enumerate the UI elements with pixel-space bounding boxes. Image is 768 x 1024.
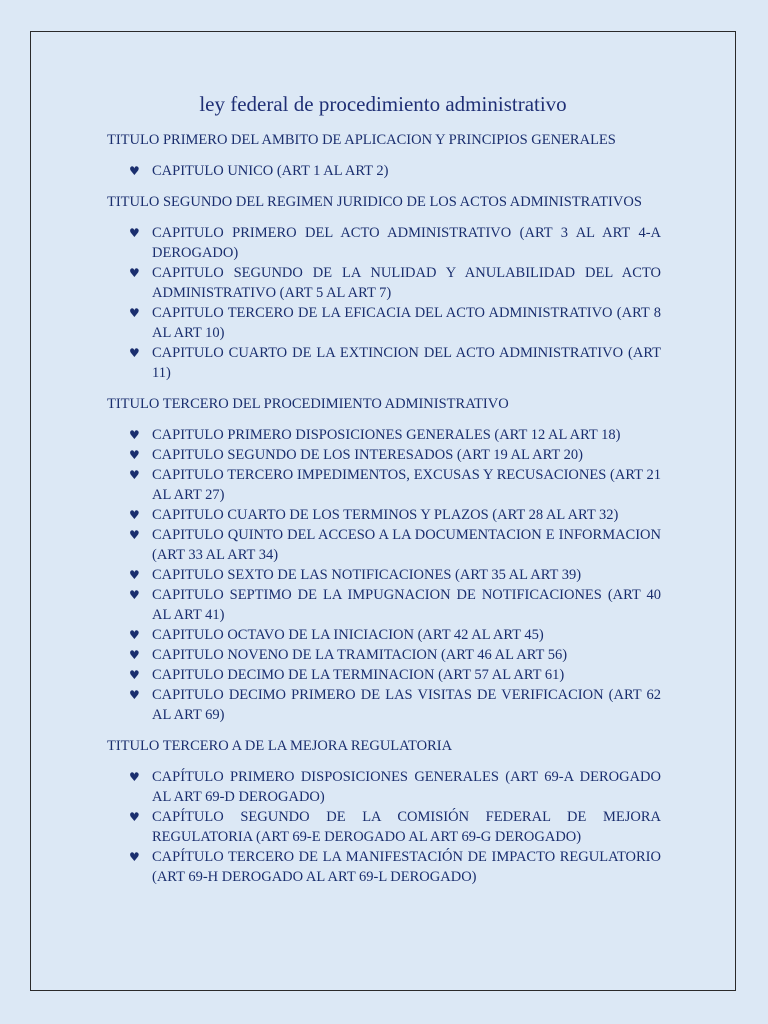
heart-icon: ♥	[129, 850, 140, 864]
chapter-item	[107, 465, 661, 505]
chapter-item-text: CAPÍTULO SEGUNDO DE LA COMISIÓN FEDERAL DE MEJORA REGULATORIA (ART 69-E DEROGADO AL ART 69-G DEROGADO)	[152, 809, 661, 845]
chapter-item-text: CAPÍTULO TERCERO DE LA MANIFESTACIÓN DE IMPACTO REGULATORIO (ART 69-H DEROGADO AL ART 69-L DEROGADO)	[152, 849, 661, 885]
chapter-list	[107, 223, 661, 383]
chapter-item-text: CAPITULO DECIMO DE LA TERMINACION (ART 57 AL ART 61)	[152, 667, 565, 683]
heart-icon: ♥	[129, 810, 140, 824]
chapter-item	[107, 807, 661, 847]
chapter-item-text: CAPÍTULO PRIMERO DISPOSICIONES GENERALES (ART 69-A DEROGADO AL ART 69-D DEROGADO)	[152, 769, 661, 805]
document-title: ley federal de procedimiento administrativo	[199, 92, 567, 116]
heart-icon: ♥	[129, 648, 140, 662]
section-heading: TITULO SEGUNDO DEL REGIMEN JURIDICO DE LOS ACTOS ADMINISTRATIVOS	[107, 194, 642, 210]
chapter-item	[107, 223, 661, 263]
chapter-item	[107, 565, 661, 585]
chapter-item-text: CAPITULO UNICO (ART 1 AL ART 2)	[152, 163, 389, 179]
chapter-item	[107, 645, 661, 665]
chapter-item	[107, 525, 661, 565]
chapter-item	[107, 161, 661, 181]
chapter-list	[107, 425, 661, 725]
heart-icon: ♥	[129, 164, 140, 178]
heart-icon: ♥	[129, 468, 140, 482]
section-heading: TITULO TERCERO A DE LA MEJORA REGULATORIA	[107, 738, 453, 754]
chapter-item-text: CAPITULO QUINTO DEL ACCESO A LA DOCUMENTACION E INFORMACION (ART 33 AL ART 34)	[152, 527, 661, 563]
heart-icon: ♥	[129, 266, 140, 280]
chapter-item	[107, 263, 661, 303]
heart-icon: ♥	[129, 448, 140, 462]
chapter-item-text: CAPITULO NOVENO DE LA TRAMITACION (ART 46 AL ART 56)	[152, 647, 568, 663]
chapter-item-text: CAPITULO PRIMERO DISPOSICIONES GENERALES (ART 12 AL ART 18)	[152, 427, 621, 443]
heart-icon: ♥	[129, 508, 140, 522]
chapter-item-text: CAPITULO CUARTO DE LA EXTINCION DEL ACTO ADMINISTRATIVO (ART 11)	[152, 345, 661, 381]
heart-icon: ♥	[129, 668, 140, 682]
document-content	[107, 130, 661, 898]
chapter-item-text: CAPITULO SEXTO DE LAS NOTIFICACIONES (ART 35 AL ART 39)	[152, 567, 582, 583]
chapter-item	[107, 665, 661, 685]
chapter-item	[107, 767, 661, 807]
chapter-item	[107, 505, 661, 525]
chapter-item-text: CAPITULO SEGUNDO DE LOS INTERESADOS (ART 19 AL ART 20)	[152, 447, 583, 463]
chapter-item-text: CAPITULO CUARTO DE LOS TERMINOS Y PLAZOS (ART 28 AL ART 32)	[152, 507, 619, 523]
section-heading: TITULO TERCERO DEL PROCEDIMIENTO ADMINISTRATIVO	[107, 396, 509, 412]
chapter-item-text: CAPITULO DECIMO PRIMERO DE LAS VISITAS DE VERIFICACION (ART 62 AL ART 69)	[152, 687, 661, 723]
heart-icon: ♥	[129, 226, 140, 240]
chapter-item	[107, 585, 661, 625]
chapter-item	[107, 625, 661, 645]
heart-icon: ♥	[129, 628, 140, 642]
chapter-item-text: CAPITULO OCTAVO DE LA INICIACION (ART 42 AL ART 45)	[152, 627, 544, 643]
chapter-item-text: CAPITULO PRIMERO DEL ACTO ADMINISTRATIVO (ART 3 AL ART 4-A DEROGADO)	[152, 225, 661, 261]
chapter-list	[107, 161, 661, 181]
chapter-item-text: CAPITULO TERCERO DE LA EFICACIA DEL ACTO ADMINISTRATIVO (ART 8 AL ART 10)	[152, 305, 661, 341]
heart-icon: ♥	[129, 528, 140, 542]
chapter-item	[107, 445, 661, 465]
heart-icon: ♥	[129, 770, 140, 784]
chapter-item	[107, 425, 661, 445]
chapter-list	[107, 767, 661, 887]
chapter-item	[107, 847, 661, 887]
heart-icon: ♥	[129, 688, 140, 702]
chapter-item	[107, 303, 661, 343]
chapter-item	[107, 343, 661, 383]
chapter-item	[107, 685, 661, 725]
heart-icon: ♥	[129, 346, 140, 360]
document-page	[30, 31, 736, 991]
heart-icon: ♥	[129, 428, 140, 442]
chapter-item-text: CAPITULO SEGUNDO DE LA NULIDAD Y ANULABILIDAD DEL ACTO ADMINISTRATIVO (ART 5 AL ART 7)	[152, 265, 661, 301]
section-heading: TITULO PRIMERO DEL AMBITO DE APLICACION Y PRINCIPIOS GENERALES	[107, 132, 616, 148]
heart-icon: ♥	[129, 306, 140, 320]
heart-icon: ♥	[129, 568, 140, 582]
chapter-item-text: CAPITULO SEPTIMO DE LA IMPUGNACION DE NOTIFICACIONES (ART 40 AL ART 41)	[152, 587, 661, 623]
chapter-item-text: CAPITULO TERCERO IMPEDIMENTOS, EXCUSAS Y RECUSACIONES (ART 21 AL ART 27)	[152, 467, 661, 503]
heart-icon: ♥	[129, 588, 140, 602]
